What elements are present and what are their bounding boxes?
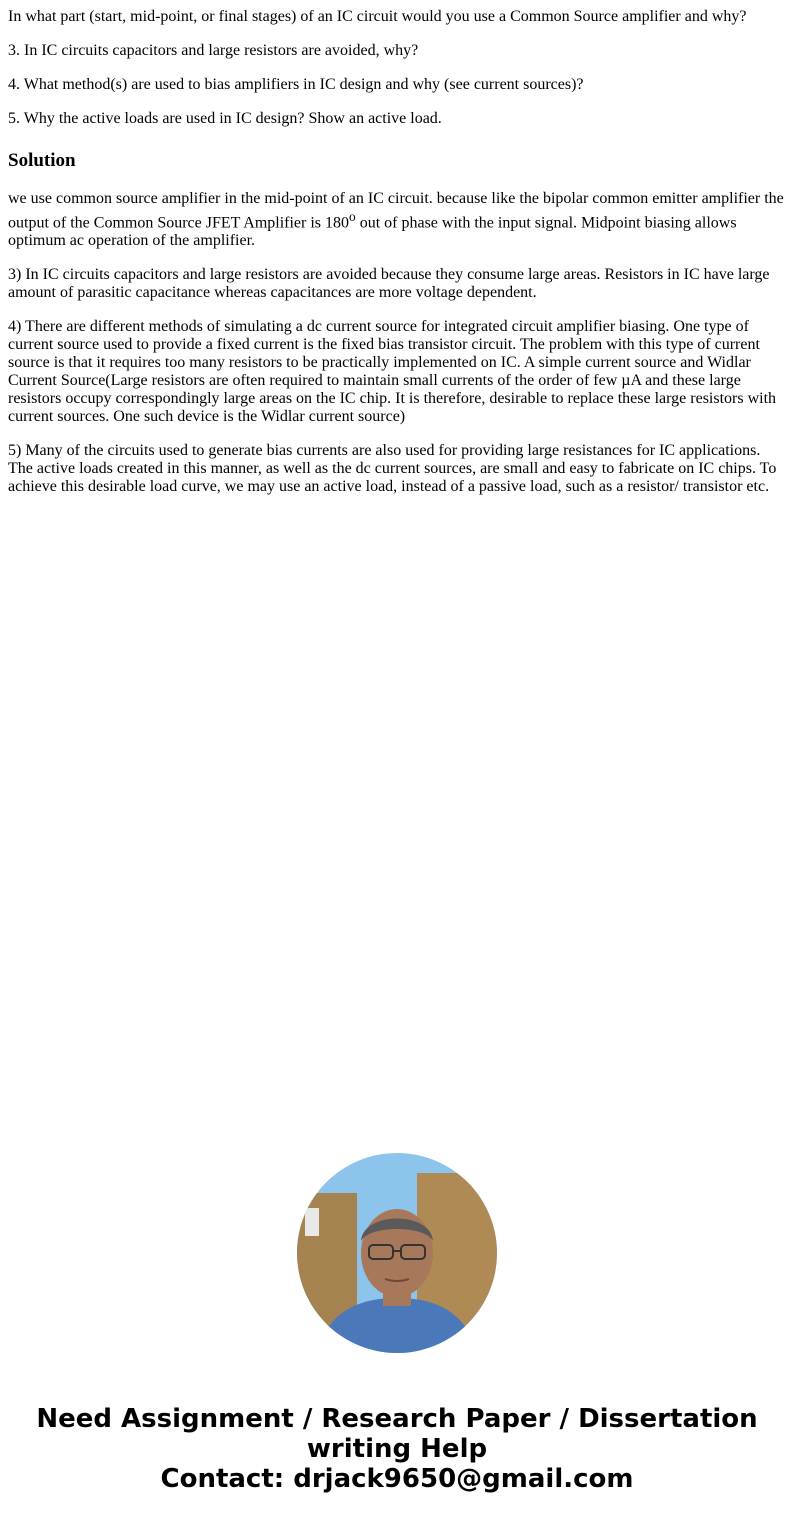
question-5: 5. Why the active loads are used in IC design? Show an active load.: [8, 110, 442, 127]
question-1: In what part (start, mid-point, or final stages) of an IC circuit would you use a Common Source amplifier and why?: [8, 8, 747, 25]
document-body: [8, 8, 786, 512]
solution-paragraph-3: 4) There are different methods of simulating a dc current source for integrated circuit amplifier biasing. One type of current source used to provide a fixed current is the fixed bias transistor circuit. The problem with this type of current source is that it requires too many resistors to be practically implemented on IC. A simple current source and Widlar Current Source(Large resistors are often required to maintain small currents of the order of few µA and these large resistors occupy correspondingly large areas on the IC chip. It is therefore, desirable to replace these large resistors with current sources. One such device is the Widlar current source): [8, 318, 777, 426]
promo-line-2: writing Help: [306, 1434, 488, 1464]
promo-line-1: Need Assignment / Research Paper / Dissertation: [36, 1404, 758, 1434]
question-4: 4. What method(s) are used to bias amplifiers in IC design and why (see current sources)?: [8, 76, 584, 93]
degree-superscript: o: [349, 209, 356, 224]
promo-contact: Contact: drjack9650@gmail.com: [160, 1464, 634, 1494]
solution-paragraph-1-tail: out of phase with the input signal. Midpoint biasing allows optimum ac operation of the amplifier.: [8, 214, 737, 250]
solution-paragraph-4: 5) Many of the circuits used to generate bias currents are also used for providing large resistances for IC applications. The active loads created in this manner, as well as the dc current sources, are small and easy to fabricate on IC chips. To achieve this desirable load curve, we may use an active load, instead of a passive load, such as a resistor/ transistor etc.: [8, 442, 777, 496]
solution-heading: Solution: [8, 150, 76, 171]
solution-paragraph-2: 3) In IC circuits capacitors and large resistors are avoided because they consume large areas. Resistors in IC have large amount of parasitic capacitance whereas capacitances are more voltage dependent.: [8, 266, 770, 302]
author-avatar: [297, 1153, 497, 1353]
promo-banner: [0, 1404, 794, 1494]
question-3: 3. In IC circuits capacitors and large resistors are avoided, why?: [8, 42, 419, 59]
solution-paragraph-1-text: we use common source amplifier in the mid-point of an IC circuit. because like the bipolar common emitter amplifier the output of the Common Source JFET Amplifier is 180: [8, 190, 784, 232]
solution-paragraph-1: [8, 190, 786, 250]
author-photo: [297, 1153, 497, 1353]
